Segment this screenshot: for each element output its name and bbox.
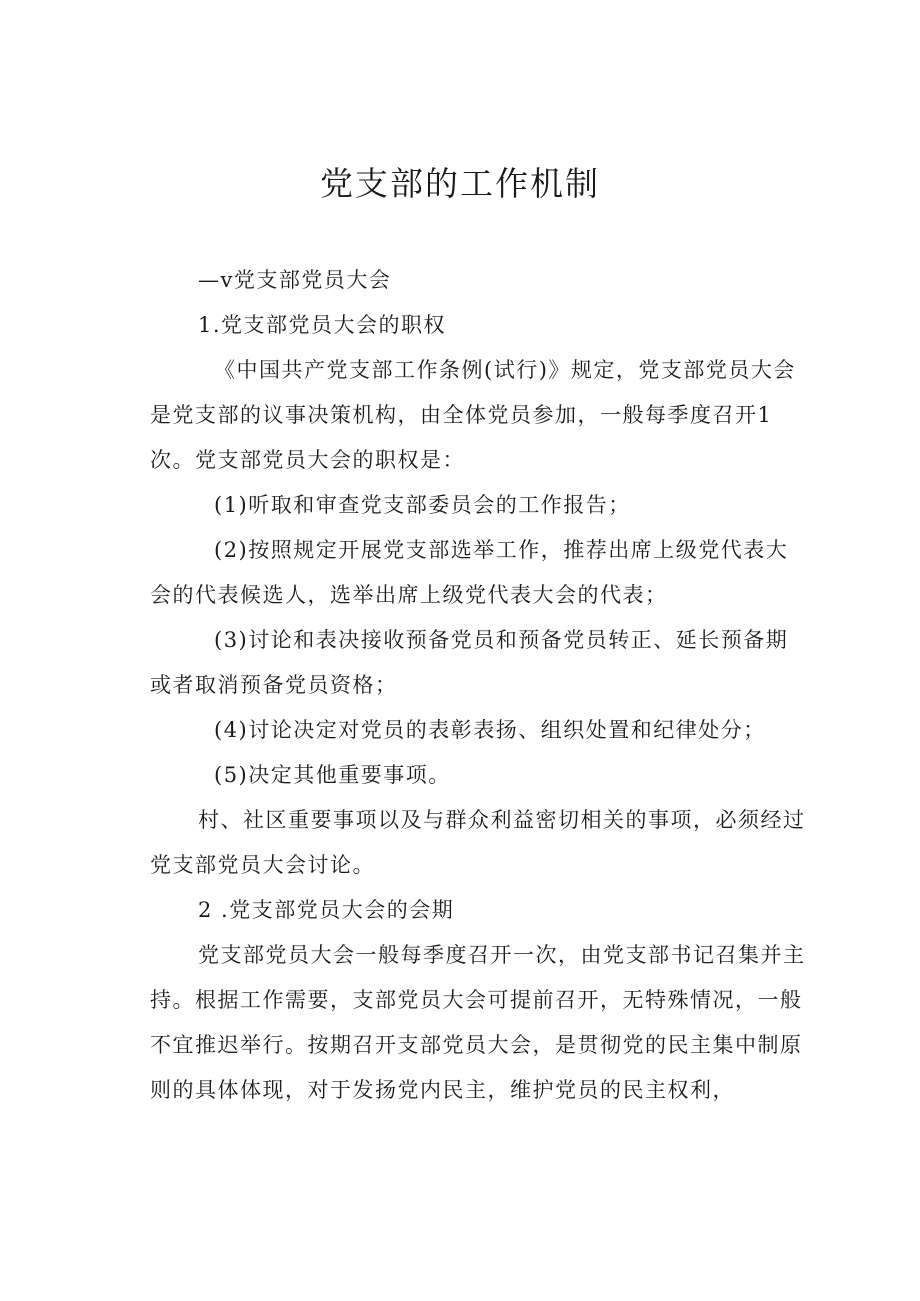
paragraph: 村、社区重要事项以及与群众利益密切相关的事项，必须经过党支部党员大会讨论。 [150,808,806,877]
document-body [150,258,810,1113]
paragraph: 《中国共产党支部工作条例(试行)》规定，党支部党员大会是党支部的议事决策机构，由全体党员参加，一般每季度召开1次。党支部党员大会的职权是： [150,358,796,472]
subsection-heading: 2 .党支部党员大会的会期 [198,898,455,922]
list-item: (1)听取和审查党支部委员会的工作报告； [214,493,631,517]
list-item: (4)讨论决定对党员的表彰表扬、组织处置和纪律处分； [214,718,766,742]
section-heading: —v党支部党员大会 [198,268,392,292]
subsection-heading: 1.党支部党员大会的职权 [198,313,447,337]
list-item: (3)讨论和表决接收预备党员和预备党员转正、延长预备期或者取消预备党员资格； [150,628,789,697]
document-title: 党支部的工作机制 [320,164,600,203]
list-item: (5)决定其他重要事项。 [214,763,451,787]
paragraph: 党支部党员大会一般每季度召开一次，由党支部书记召集并主持。根据工作需要，支部党员大会可提前召开，无特殊情况，一般不宜推迟举行。按期召开支部党员大会，是贯彻党的民主集中制原则的具体体现，对于发扬党内民主，维护党员的民主权利， [150,943,806,1102]
list-item: (2)按照规定开展党支部选举工作，推荐出席上级党代表大会的代表候选人，选举出席上级党代表大会的代表； [150,538,789,607]
